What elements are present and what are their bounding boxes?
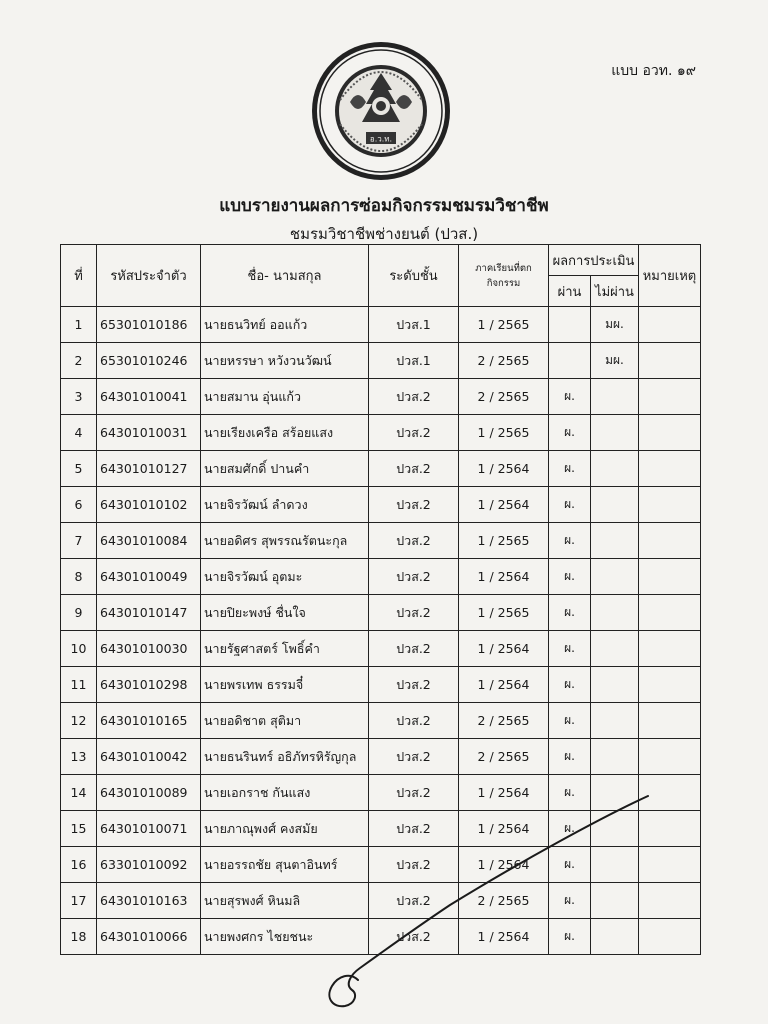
class-level: ปวส.2 bbox=[369, 595, 459, 631]
row-number: 14 bbox=[61, 775, 97, 811]
student-name: นายจิรวัฒน์ อุตมะ bbox=[201, 559, 369, 595]
table-row bbox=[61, 883, 701, 919]
failed-term: 1 / 2564 bbox=[459, 775, 549, 811]
row-number: 17 bbox=[61, 883, 97, 919]
row-number: 4 bbox=[61, 415, 97, 451]
association-seal-icon bbox=[310, 40, 452, 182]
failed-term: 2 / 2565 bbox=[459, 883, 549, 919]
result-pass: ผ. bbox=[549, 847, 591, 883]
failed-term: 1 / 2564 bbox=[459, 487, 549, 523]
row-number: 13 bbox=[61, 739, 97, 775]
student-name: นายภาณุพงศ์ คงสมัย bbox=[201, 811, 369, 847]
result-fail bbox=[591, 451, 639, 487]
table-row bbox=[61, 667, 701, 703]
row-number: 3 bbox=[61, 379, 97, 415]
failed-term: 1 / 2564 bbox=[459, 811, 549, 847]
student-id: 64301010066 bbox=[97, 919, 201, 955]
class-level: ปวส.2 bbox=[369, 847, 459, 883]
student-name: นายรัฐศาสตร์ โพธิ์คำ bbox=[201, 631, 369, 667]
class-level: ปวส.1 bbox=[369, 307, 459, 343]
table-row bbox=[61, 595, 701, 631]
table-row bbox=[61, 487, 701, 523]
result-pass: ผ. bbox=[549, 883, 591, 919]
failed-term: 1 / 2565 bbox=[459, 595, 549, 631]
student-name: นายจิรวัฒน์ ลำดวง bbox=[201, 487, 369, 523]
result-pass: ผ. bbox=[549, 775, 591, 811]
student-name: นายอดิศร สุพรรณรัตนะกุล bbox=[201, 523, 369, 559]
failed-term: 2 / 2565 bbox=[459, 703, 549, 739]
results-rows bbox=[61, 307, 701, 955]
failed-term: 1 / 2564 bbox=[459, 451, 549, 487]
class-level: ปวส.1 bbox=[369, 343, 459, 379]
failed-term: 2 / 2565 bbox=[459, 379, 549, 415]
row-number: 12 bbox=[61, 703, 97, 739]
student-name: นายพรเทพ ธรรมจี๋ bbox=[201, 667, 369, 703]
table-row bbox=[61, 343, 701, 379]
student-id: 65301010246 bbox=[97, 343, 201, 379]
table-row bbox=[61, 775, 701, 811]
student-id: 64301010031 bbox=[97, 415, 201, 451]
result-pass: ผ. bbox=[549, 631, 591, 667]
failed-term: 2 / 2565 bbox=[459, 343, 549, 379]
header-result: ผลการประเมิน bbox=[549, 245, 639, 276]
student-id: 64301010042 bbox=[97, 739, 201, 775]
result-pass: ผ. bbox=[549, 703, 591, 739]
student-id: 64301010049 bbox=[97, 559, 201, 595]
row-number: 8 bbox=[61, 559, 97, 595]
table-row bbox=[61, 703, 701, 739]
student-name: นายปิยะพงษ์ ชื่นใจ bbox=[201, 595, 369, 631]
class-level: ปวส.2 bbox=[369, 703, 459, 739]
result-fail bbox=[591, 739, 639, 775]
result-fail bbox=[591, 703, 639, 739]
class-level: ปวส.2 bbox=[369, 451, 459, 487]
student-name: นายอดิชาต สุติมา bbox=[201, 703, 369, 739]
table-row bbox=[61, 307, 701, 343]
row-number: 6 bbox=[61, 487, 97, 523]
result-fail bbox=[591, 919, 639, 955]
failed-term: 1 / 2564 bbox=[459, 847, 549, 883]
remark bbox=[639, 595, 701, 631]
result-fail bbox=[591, 595, 639, 631]
student-id: 64301010147 bbox=[97, 595, 201, 631]
class-level: ปวส.2 bbox=[369, 487, 459, 523]
remark bbox=[639, 559, 701, 595]
report-title: แบบรายงานผลการซ่อมกิจกรรมชมรมวิชาชีพ bbox=[219, 196, 549, 216]
student-id: 63301010092 bbox=[97, 847, 201, 883]
failed-term: 1 / 2565 bbox=[459, 415, 549, 451]
student-name: นายอรรถชัย สุนตาอินทร์ bbox=[201, 847, 369, 883]
failed-term: 1 / 2564 bbox=[459, 559, 549, 595]
remark bbox=[639, 811, 701, 847]
row-number: 10 bbox=[61, 631, 97, 667]
result-fail bbox=[591, 811, 639, 847]
remark bbox=[639, 847, 701, 883]
student-id: 64301010102 bbox=[97, 487, 201, 523]
student-id: 64301010071 bbox=[97, 811, 201, 847]
class-level: ปวส.2 bbox=[369, 379, 459, 415]
class-level: ปวส.2 bbox=[369, 919, 459, 955]
header-level: ระดับชั้น bbox=[369, 245, 459, 307]
row-number: 1 bbox=[61, 307, 97, 343]
result-fail bbox=[591, 523, 639, 559]
result-fail bbox=[591, 559, 639, 595]
failed-term: 2 / 2565 bbox=[459, 739, 549, 775]
class-level: ปวส.2 bbox=[369, 523, 459, 559]
student-id: 64301010165 bbox=[97, 703, 201, 739]
remark bbox=[639, 451, 701, 487]
results-table bbox=[60, 244, 701, 955]
student-name: นายสมาน อุ่นแก้ว bbox=[201, 379, 369, 415]
table-row bbox=[61, 739, 701, 775]
remark bbox=[639, 667, 701, 703]
result-pass: ผ. bbox=[549, 415, 591, 451]
remark bbox=[639, 883, 701, 919]
student-id: 64301010084 bbox=[97, 523, 201, 559]
svg-text:อ.ว.ท.: อ.ว.ท. bbox=[369, 134, 393, 144]
result-pass: ผ. bbox=[549, 667, 591, 703]
result-fail bbox=[591, 487, 639, 523]
remark bbox=[639, 415, 701, 451]
class-level: ปวส.2 bbox=[369, 559, 459, 595]
result-pass: ผ. bbox=[549, 595, 591, 631]
result-pass: ผ. bbox=[549, 379, 591, 415]
failed-term: 1 / 2564 bbox=[459, 631, 549, 667]
result-pass bbox=[549, 307, 591, 343]
student-name: นายธนวิทย์ ออแก้ว bbox=[201, 307, 369, 343]
table-row bbox=[61, 379, 701, 415]
remark bbox=[639, 487, 701, 523]
student-id: 64301010041 bbox=[97, 379, 201, 415]
remark bbox=[639, 703, 701, 739]
result-pass: ผ. bbox=[549, 523, 591, 559]
remark bbox=[639, 379, 701, 415]
student-name: นายหรรษา หวังวนวัฒน์ bbox=[201, 343, 369, 379]
class-level: ปวส.2 bbox=[369, 631, 459, 667]
result-fail bbox=[591, 883, 639, 919]
remark bbox=[639, 739, 701, 775]
class-level: ปวส.2 bbox=[369, 775, 459, 811]
remark bbox=[639, 523, 701, 559]
student-name: นายพงศกร ไชยชนะ bbox=[201, 919, 369, 955]
student-name: นายสุรพงศ์ หินมลิ bbox=[201, 883, 369, 919]
header-remark: หมายเหตุ bbox=[639, 245, 701, 307]
remark bbox=[639, 307, 701, 343]
student-name: นายสมศักดิ์ ปานคำ bbox=[201, 451, 369, 487]
remark bbox=[639, 919, 701, 955]
row-number: 15 bbox=[61, 811, 97, 847]
class-level: ปวส.2 bbox=[369, 667, 459, 703]
result-pass: ผ. bbox=[549, 739, 591, 775]
table-row bbox=[61, 415, 701, 451]
student-id: 64301010030 bbox=[97, 631, 201, 667]
report-subtitle: ชมรมวิชาชีพช่างยนต์ (ปวส.) bbox=[289, 225, 479, 243]
result-pass: ผ. bbox=[549, 811, 591, 847]
row-number: 18 bbox=[61, 919, 97, 955]
class-level: ปวส.2 bbox=[369, 811, 459, 847]
result-pass: ผ. bbox=[549, 559, 591, 595]
class-level: ปวส.2 bbox=[369, 739, 459, 775]
student-name: นายธนรินทร์ อธิภัทรหิรัญกุล bbox=[201, 739, 369, 775]
result-fail bbox=[591, 775, 639, 811]
student-id: 64301010089 bbox=[97, 775, 201, 811]
table-row bbox=[61, 523, 701, 559]
result-fail bbox=[591, 631, 639, 667]
failed-term: 1 / 2564 bbox=[459, 919, 549, 955]
header-name: ชื่อ- นามสกุล bbox=[201, 245, 369, 307]
table-row bbox=[61, 631, 701, 667]
failed-term: 1 / 2564 bbox=[459, 667, 549, 703]
failed-term: 1 / 2565 bbox=[459, 307, 549, 343]
student-id: 64301010127 bbox=[97, 451, 201, 487]
student-id: 64301010298 bbox=[97, 667, 201, 703]
header-student-id: รหัสประจำตัว bbox=[97, 245, 201, 307]
row-number: 16 bbox=[61, 847, 97, 883]
remark bbox=[639, 775, 701, 811]
header-term: ภาคเรียนที่ตกกิจกรรม bbox=[459, 245, 549, 307]
result-pass: ผ. bbox=[549, 919, 591, 955]
result-pass bbox=[549, 343, 591, 379]
student-id: 64301010163 bbox=[97, 883, 201, 919]
remark bbox=[639, 343, 701, 379]
failed-term: 1 / 2565 bbox=[459, 523, 549, 559]
result-fail bbox=[591, 379, 639, 415]
student-id: 65301010186 bbox=[97, 307, 201, 343]
row-number: 9 bbox=[61, 595, 97, 631]
class-level: ปวส.2 bbox=[369, 415, 459, 451]
header-pass: ผ่าน bbox=[549, 276, 591, 307]
student-name: นายเรียงเครือ สร้อยแสง bbox=[201, 415, 369, 451]
result-pass: ผ. bbox=[549, 487, 591, 523]
result-fail bbox=[591, 415, 639, 451]
row-number: 5 bbox=[61, 451, 97, 487]
row-number: 2 bbox=[61, 343, 97, 379]
table-row bbox=[61, 847, 701, 883]
row-number: 11 bbox=[61, 667, 97, 703]
table-row bbox=[61, 559, 701, 595]
table-row bbox=[61, 919, 701, 955]
result-fail: มผ. bbox=[591, 307, 639, 343]
result-fail bbox=[591, 667, 639, 703]
result-fail bbox=[591, 847, 639, 883]
table-row bbox=[61, 451, 701, 487]
student-name: นายเอกราช กันแสง bbox=[201, 775, 369, 811]
table-row bbox=[61, 811, 701, 847]
header-fail: ไม่ผ่าน bbox=[591, 276, 639, 307]
form-code: แบบ อวท. ๑๙ bbox=[611, 63, 696, 79]
remark bbox=[639, 631, 701, 667]
class-level: ปวส.2 bbox=[369, 883, 459, 919]
result-pass: ผ. bbox=[549, 451, 591, 487]
row-number: 7 bbox=[61, 523, 97, 559]
header-no: ที่ bbox=[61, 245, 97, 307]
result-fail: มผ. bbox=[591, 343, 639, 379]
